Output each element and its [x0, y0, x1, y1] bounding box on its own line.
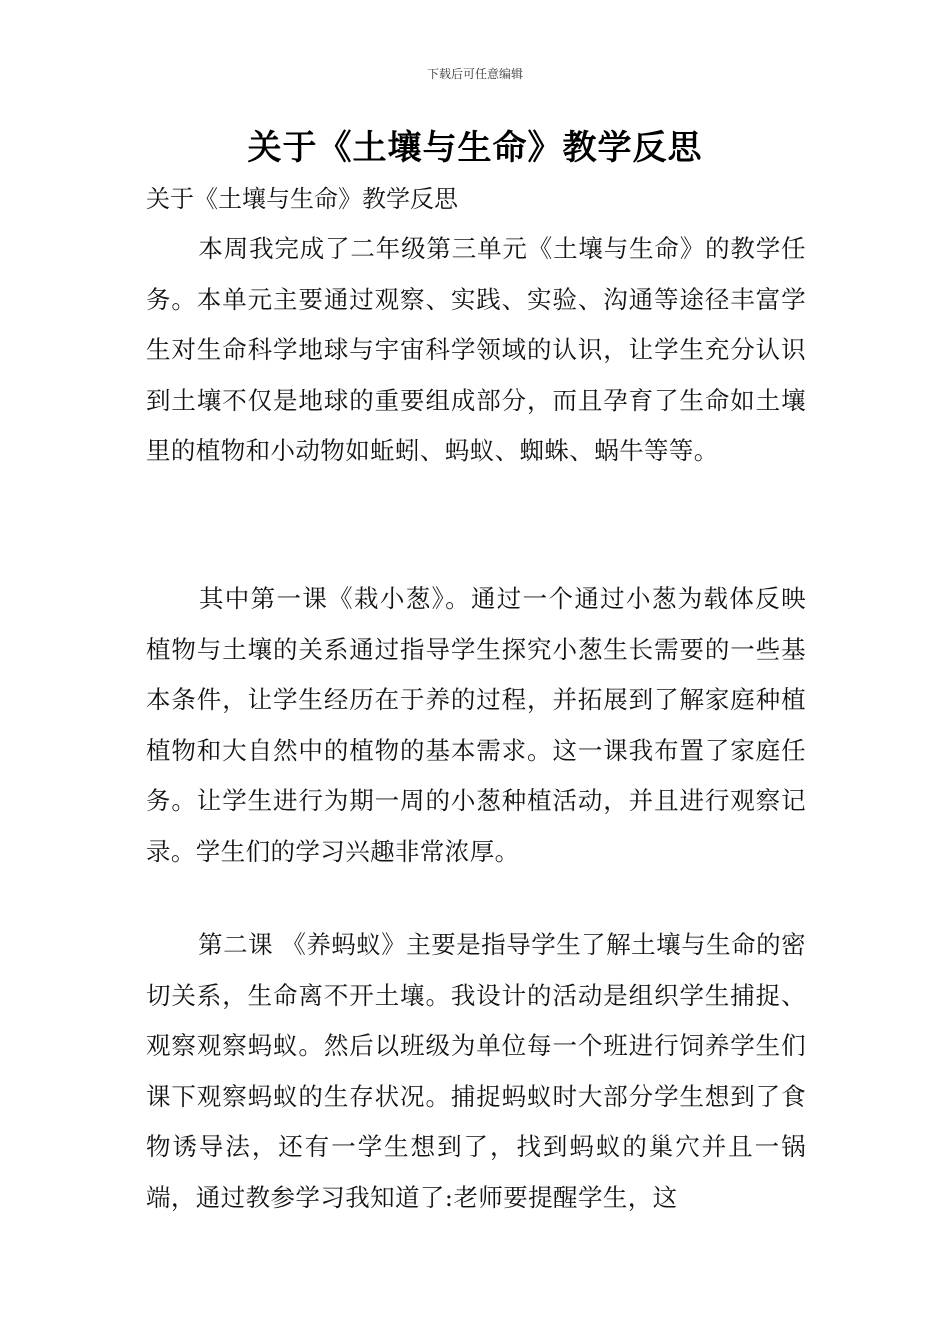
paragraph-1-text: 本周我完成了二年级第三单元《土壤与生命》的教学任务。本单元主要通过观察、实践、实验、沟通等途径丰富学生对生命科学地球与宇宙科学领域的认识，让学生充分认识到土壤不仅是地球的重要组成部分，而且孕育了生命如土壤里的植物和小动物如蚯蚓、蚂蚁、蜘蛛、蜗牛等等。 [146, 234, 806, 465]
paragraph-2-text: 其中第一课《栽小葱》。通过一个通过小葱为载体反映植物与土壤的关系通过指导学生探究小葱生长需要的一些基本条件，让学生经历在于养的过程，并拓展到了解家庭种植植物和大自然中的植物的基本需求。这一课我布置了家庭任务。让学生进行为期一周的小葱种植活动，并且进行观察记录。学生们的学习兴趣非常浓厚。 [146, 584, 806, 866]
header-note: 下载后可任意编辑 [426, 67, 523, 81]
paragraph-2 [146, 574, 806, 877]
document-title: 关于《土壤与生命》教学反思 [247, 128, 703, 168]
paragraph-1 [146, 224, 806, 477]
paragraph-3-text: 第二课 《养蚂蚁》主要是指导学生了解土壤与生命的密切关系，生命离不开土壤。我设计的活动是组织学生捕捉、观察观察蚂蚁。然后以班级为单位每一个班进行饲养学生们课下观察蚂蚁的生存状况。捕捉蚂蚁时大部分学生想到了食物诱导法，还有一学生想到了，找到蚂蚁的巢穴并且一锅端，通过教参学习我知道了:老师要提醒学生，这 [146, 930, 806, 1212]
document-subtitle: 关于《土壤与生命》教学反思 [146, 185, 458, 213]
paragraph-3 [146, 920, 806, 1223]
